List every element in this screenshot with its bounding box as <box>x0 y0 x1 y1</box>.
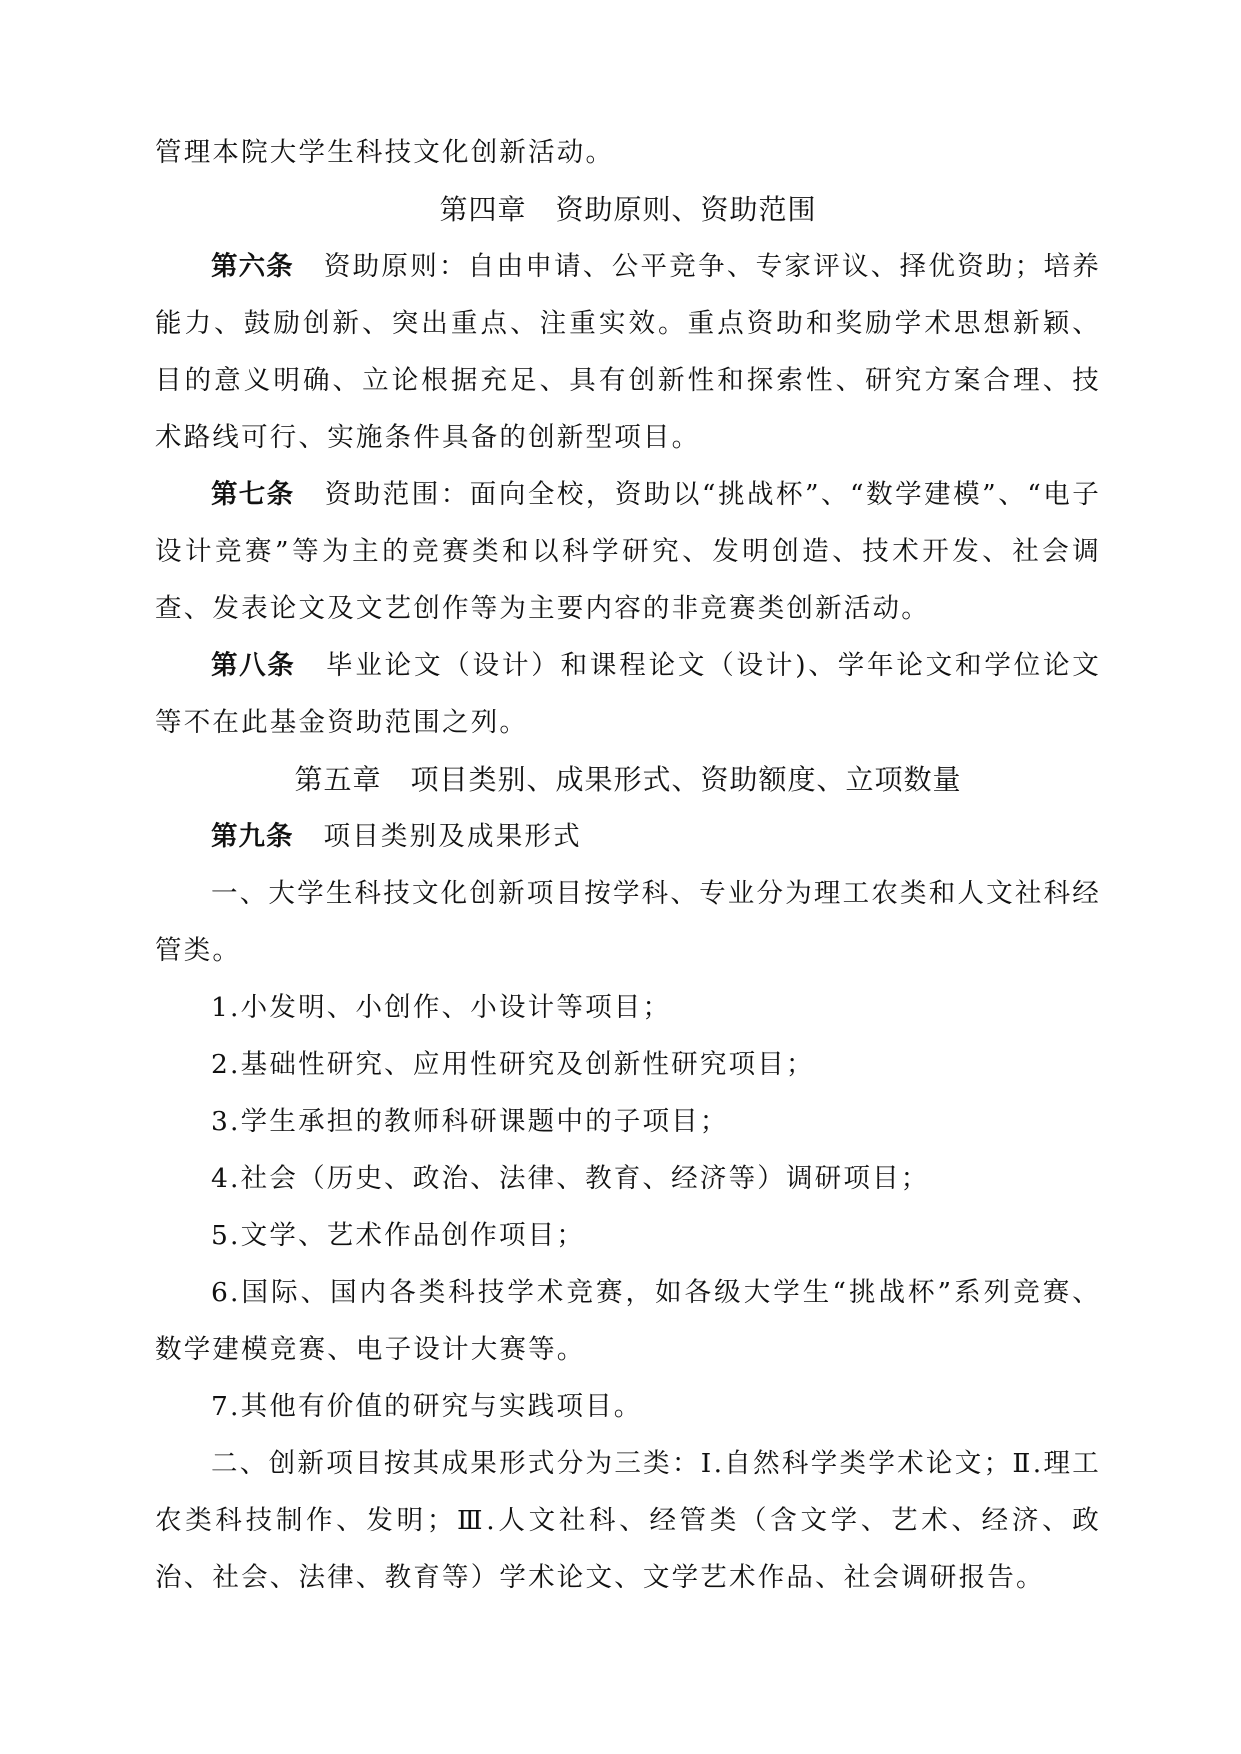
article-8-text: 毕业论文（设计）和课程论文（设计)、学年论文和学位论文等不在此基金资助范围之列。 <box>155 650 1101 738</box>
article-8 <box>155 637 1101 751</box>
list-item: 5.文学、艺术作品创作项目； <box>211 1220 586 1251</box>
article-6 <box>155 238 1101 466</box>
article-9-label: 第九条 <box>211 821 294 852</box>
list-item: 1.小发明、小创作、小设计等项目； <box>211 992 672 1023</box>
article-8-label: 第八条 <box>211 650 296 681</box>
list-item: 3.学生承担的教师科研课题中的子项目； <box>211 1106 729 1137</box>
article-7 <box>155 466 1101 637</box>
section-1-paragraph: 一、大学生科技文化创新项目按学科、专业分为理工农类和人文社科经管类。 <box>155 878 1101 966</box>
list-item: 6.国际、国内各类科技学术竞赛，如各级大学生“挑战杯”系列竞赛、数学建模竞赛、电子设计大赛等。 <box>155 1277 1101 1365</box>
article-7-text: 资助范围：面向全校，资助以“挑战杯”、“数学建模”、“电子设计竞赛”等为主的竞赛类和以科学研究、发明创造、技术开发、社会调查、发表论文及文艺创作等为主要内容的非竞赛类创新活动。 <box>155 479 1101 624</box>
list-item: 7.其他有价值的研究与实践项目。 <box>211 1391 643 1422</box>
article-6-label: 第六条 <box>211 251 294 282</box>
chapter-4-heading: 第四章 资助原则、资助范围 <box>439 193 817 226</box>
article-7-label: 第七条 <box>211 479 295 510</box>
paragraph-continued: 管理本院大学生科技文化创新活动。 <box>155 137 615 168</box>
chapter-5-heading: 第五章 项目类别、成果形式、资助额度、立项数量 <box>294 763 962 796</box>
article-9-text: 项目类别及成果形式 <box>323 821 582 852</box>
list-item: 4.社会（历史、政治、法律、教育、经济等）调研项目； <box>211 1163 930 1194</box>
article-9 <box>155 808 1101 865</box>
article-6-text: 资助原则：自由申请、公平竞争、专家评议、择优资助；培养能力、鼓励创新、突出重点、注重实效。重点资助和奖励学术思想新颖、目的意义明确、立论根据充足、具有创新性和探索性、研究方案合理、技术路线可行、实施条件具备的创新型项目。 <box>155 251 1101 453</box>
list-item: 2.基础性研究、应用性研究及创新性研究项目； <box>211 1049 815 1080</box>
section-2-paragraph: 二、创新项目按其成果形式分为三类：Ⅰ.自然科学类学术论文；Ⅱ.理工农类科技制作、发明；Ⅲ.人文社科、经管类（含文学、艺术、经济、政治、社会、法律、教育等）学术论文、文学艺术作品、社会调研报告。 <box>155 1448 1101 1593</box>
